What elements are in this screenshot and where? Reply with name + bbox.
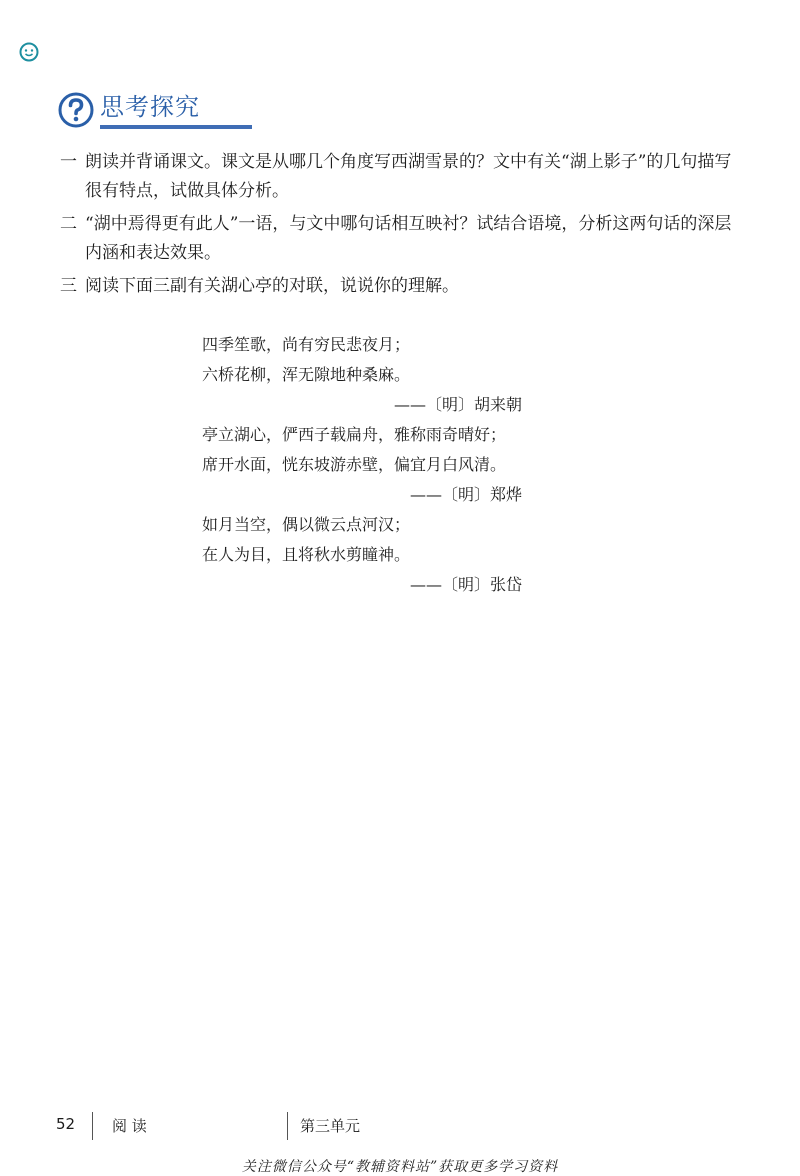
- section-title: 思考探究: [100, 93, 200, 121]
- footer-divider: [92, 1112, 93, 1140]
- question-item: [60, 148, 740, 206]
- unit-name: 第三单元: [300, 1117, 361, 1135]
- couplet-line: 亭立湖心，俨西子载扁舟，雅称雨奇晴好；: [202, 425, 507, 444]
- couplet-line: 席开水面，恍东坡游赤壁，偏宜月白风清。: [202, 455, 507, 474]
- couplet-attribution: ——〔明〕郑烨: [409, 485, 522, 504]
- question-text: 朗读并背诵课文。课文是从哪几个角度写西湖雪景的？文中有关“湖上影子”的几句描写很有特点，试做具体分析。: [85, 152, 732, 201]
- book-name: 阅 读: [112, 1117, 147, 1135]
- watermark-text: 关注微信公众号“教辅资料站”获取更多学习资料: [241, 1159, 559, 1175]
- title-underline: [100, 125, 252, 129]
- smiley-icon: [19, 42, 39, 62]
- question-item: [60, 210, 740, 268]
- couplet-attribution: ——〔明〕胡来朝: [393, 395, 522, 414]
- couplet-attribution: ——〔明〕张岱: [409, 575, 522, 594]
- couplet-block: [202, 330, 542, 600]
- page-number: 52: [56, 1115, 76, 1133]
- footer-divider: [287, 1112, 288, 1140]
- question-number: 一: [60, 152, 77, 172]
- page-footer: [56, 1112, 456, 1142]
- question-number: 三: [60, 276, 77, 296]
- question-text: 阅读下面三副有关湖心亭的对联，说说你的理解。: [85, 276, 459, 296]
- couplet-group: [202, 420, 542, 510]
- couplet-line: 六桥花柳，浑无隙地种桑麻。: [202, 365, 411, 384]
- couplet-line: 四季笙歌，尚有穷民悲夜月；: [202, 335, 411, 354]
- couplet-line: 在人为目，且将秋水剪瞳神。: [202, 545, 411, 564]
- couplet-line: 如月当空，偶以微云点河汉；: [202, 515, 411, 534]
- question-item: [60, 272, 740, 301]
- couplet-group: [202, 330, 542, 420]
- question-number: 二: [60, 214, 77, 234]
- question-mark-icon: [58, 92, 94, 128]
- question-text: “湖中焉得更有此人”一语，与文中哪句话相互映衬？试结合语境，分析这两句话的深层内涵和表达效果。: [85, 214, 732, 263]
- couplet-group: [202, 510, 542, 600]
- question-list: [60, 148, 740, 305]
- section-header: [58, 88, 218, 138]
